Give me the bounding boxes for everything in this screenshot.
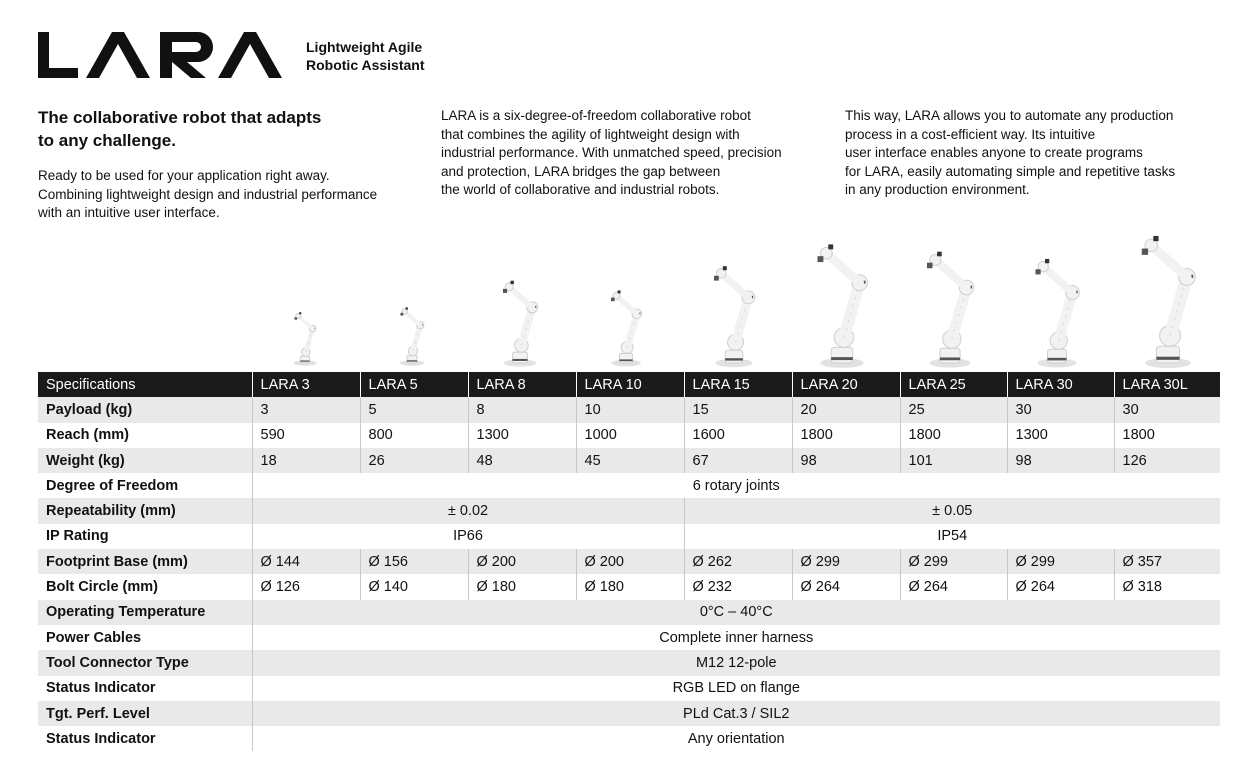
table-cell: 101 xyxy=(900,448,1007,473)
table-cell: Ø 180 xyxy=(468,574,576,599)
table-cell: Ø 200 xyxy=(576,549,684,574)
description-column-2 xyxy=(441,107,831,200)
table-cell: 1800 xyxy=(792,423,900,448)
subtext-line: with an intuitive user interface. xyxy=(38,205,220,220)
table-cell: Ø 357 xyxy=(1114,549,1220,574)
row-label: IP Rating xyxy=(38,524,252,549)
table-cell: 590 xyxy=(252,423,360,448)
subtext-line: Ready to be used for your application right away. xyxy=(38,168,330,183)
header-model: LARA 20 xyxy=(792,372,900,397)
table-cell: 30 xyxy=(1114,397,1220,422)
table-cell: 30 xyxy=(1007,397,1114,422)
row-label: Repeatability (mm) xyxy=(38,498,252,523)
paragraph-line: process in a cost-efficient way. Its intuitive xyxy=(845,126,1096,142)
subtext-line: Combining lightweight design and industrial performance xyxy=(38,186,378,202)
intro-headline xyxy=(38,106,368,152)
table-cell: Ø 200 xyxy=(468,549,576,574)
row-label: Operating Temperature xyxy=(38,600,252,625)
table-cell: 1000 xyxy=(576,423,684,448)
table-cell: 45 xyxy=(576,448,684,473)
description-column-3 xyxy=(845,107,1225,200)
lara-5-robot-image xyxy=(400,307,425,366)
table-cell: Ø 299 xyxy=(1007,549,1114,574)
table-cell: M12 12-pole xyxy=(252,650,1220,675)
table-cell: Complete inner harness xyxy=(252,625,1220,650)
tagline-line: Robotic Assistant xyxy=(306,57,425,73)
table-row xyxy=(38,397,1220,422)
table-cell: Ø 126 xyxy=(252,574,360,599)
table-cell: IP66 xyxy=(252,524,684,549)
table-row xyxy=(38,423,1220,448)
table-cell: 67 xyxy=(684,448,792,473)
headline-line: The collaborative robot that adapts xyxy=(38,108,322,127)
paragraph-line: LARA is a six-degree-of-freedom collaborative robot xyxy=(441,108,751,123)
table-cell: Ø 144 xyxy=(252,549,360,574)
row-label: Weight (kg) xyxy=(38,448,252,473)
row-label: Degree of Freedom xyxy=(38,473,252,498)
headline-line: to any challenge. xyxy=(38,131,176,150)
header-model: LARA 3 xyxy=(252,372,360,397)
paragraph-line: user interface enables anyone to create programs xyxy=(845,145,1143,160)
header-specifications: Specifications xyxy=(38,372,252,397)
header-model: LARA 30L xyxy=(1114,372,1220,397)
table-cell: 1600 xyxy=(684,423,792,448)
row-label: Power Cables xyxy=(38,625,252,650)
row-label: Reach (mm) xyxy=(38,423,252,448)
table-cell: 48 xyxy=(468,448,576,473)
table-cell: Ø 262 xyxy=(684,549,792,574)
table-cell: ± 0.02 xyxy=(252,498,684,523)
table-cell: Ø 140 xyxy=(360,574,468,599)
table-cell: 20 xyxy=(792,397,900,422)
table-cell: 26 xyxy=(360,448,468,473)
header-model: LARA 15 xyxy=(684,372,792,397)
table-cell: 10 xyxy=(576,397,684,422)
row-label: Status Indicator xyxy=(38,676,252,701)
paragraph-line: that combines the agility of lightweight design with xyxy=(441,126,740,142)
table-cell: 1800 xyxy=(1114,423,1220,448)
table-cell: 8 xyxy=(468,397,576,422)
table-row xyxy=(38,549,1220,574)
table-cell: Ø 299 xyxy=(900,549,1007,574)
table-cell: 0°C – 40°C xyxy=(252,600,1220,625)
table-cell: 98 xyxy=(1007,448,1114,473)
table-cell: Ø 299 xyxy=(792,549,900,574)
specifications-table xyxy=(38,372,1220,751)
table-cell: 3 xyxy=(252,397,360,422)
table-cell: 18 xyxy=(252,448,360,473)
table-cell: ± 0.05 xyxy=(684,498,1220,523)
paragraph-line: in any production environment. xyxy=(845,182,1030,197)
table-cell: 15 xyxy=(684,397,792,422)
table-cell: Any orientation xyxy=(252,726,1220,751)
table-row xyxy=(38,650,1220,675)
robot-illustrations xyxy=(0,225,1235,371)
row-label: Tool Connector Type xyxy=(38,650,252,675)
table-cell: 5 xyxy=(360,397,468,422)
table-cell: Ø 180 xyxy=(576,574,684,599)
header-model: LARA 25 xyxy=(900,372,1007,397)
table-cell: 1300 xyxy=(1007,423,1114,448)
header-model: LARA 30 xyxy=(1007,372,1114,397)
table-cell: 25 xyxy=(900,397,1007,422)
table-cell: RGB LED on flange xyxy=(252,676,1220,701)
header-model: LARA 5 xyxy=(360,372,468,397)
paragraph-line: for LARA, easily automating simple and repetitive tasks xyxy=(845,163,1176,179)
table-row xyxy=(38,600,1220,625)
table-row xyxy=(38,448,1220,473)
lara-30l-robot-image xyxy=(1142,236,1196,368)
table-cell: 800 xyxy=(360,423,468,448)
table-cell: Ø 318 xyxy=(1114,574,1220,599)
table-row xyxy=(38,676,1220,701)
table-cell: 1800 xyxy=(900,423,1007,448)
table-cell: PLd Cat.3 / SIL2 xyxy=(252,701,1220,726)
lara-3-robot-image xyxy=(293,312,316,366)
intro-subtext xyxy=(38,167,428,223)
paragraph-line: This way, LARA allows you to automate any production xyxy=(845,108,1174,123)
lara-20-robot-image xyxy=(818,244,868,367)
table-cell: 1300 xyxy=(468,423,576,448)
row-label: Tgt. Perf. Level xyxy=(38,701,252,726)
table-row xyxy=(38,625,1220,650)
header-model: LARA 8 xyxy=(468,372,576,397)
table-row xyxy=(38,473,1220,498)
row-label: Bolt Circle (mm) xyxy=(38,574,252,599)
lara-25-robot-image xyxy=(927,252,974,368)
table-cell: Ø 232 xyxy=(684,574,792,599)
lara-10-robot-image xyxy=(611,290,642,366)
row-label: Status Indicator xyxy=(38,726,252,751)
table-row xyxy=(38,726,1220,751)
table-cell: IP54 xyxy=(684,524,1220,549)
lara-8-robot-image xyxy=(503,281,538,367)
paragraph-line: and protection, LARA bridges the gap between xyxy=(441,163,721,179)
table-cell: Ø 264 xyxy=(792,574,900,599)
header-model: LARA 10 xyxy=(576,372,684,397)
table-header-row xyxy=(38,372,1220,397)
table-cell: Ø 156 xyxy=(360,549,468,574)
paragraph-line: industrial performance. With unmatched speed, precision xyxy=(441,145,782,160)
lara-30-robot-image xyxy=(1036,259,1080,368)
table-row xyxy=(38,524,1220,549)
table-cell: Ø 264 xyxy=(900,574,1007,599)
table-cell: 6 rotary joints xyxy=(252,473,1220,498)
tagline-line: Lightweight Agile xyxy=(306,39,423,55)
table-row xyxy=(38,574,1220,599)
tagline xyxy=(306,38,425,74)
row-label: Footprint Base (mm) xyxy=(38,549,252,574)
table-row xyxy=(38,701,1220,726)
paragraph-line: the world of collaborative and industrial robots. xyxy=(441,182,720,197)
table-cell: 98 xyxy=(792,448,900,473)
lara-15-robot-image xyxy=(714,266,755,367)
table-row xyxy=(38,498,1220,523)
table-cell: Ø 264 xyxy=(1007,574,1114,599)
row-label: Payload (kg) xyxy=(38,397,252,422)
lara-logo xyxy=(38,32,290,78)
table-cell: 126 xyxy=(1114,448,1220,473)
